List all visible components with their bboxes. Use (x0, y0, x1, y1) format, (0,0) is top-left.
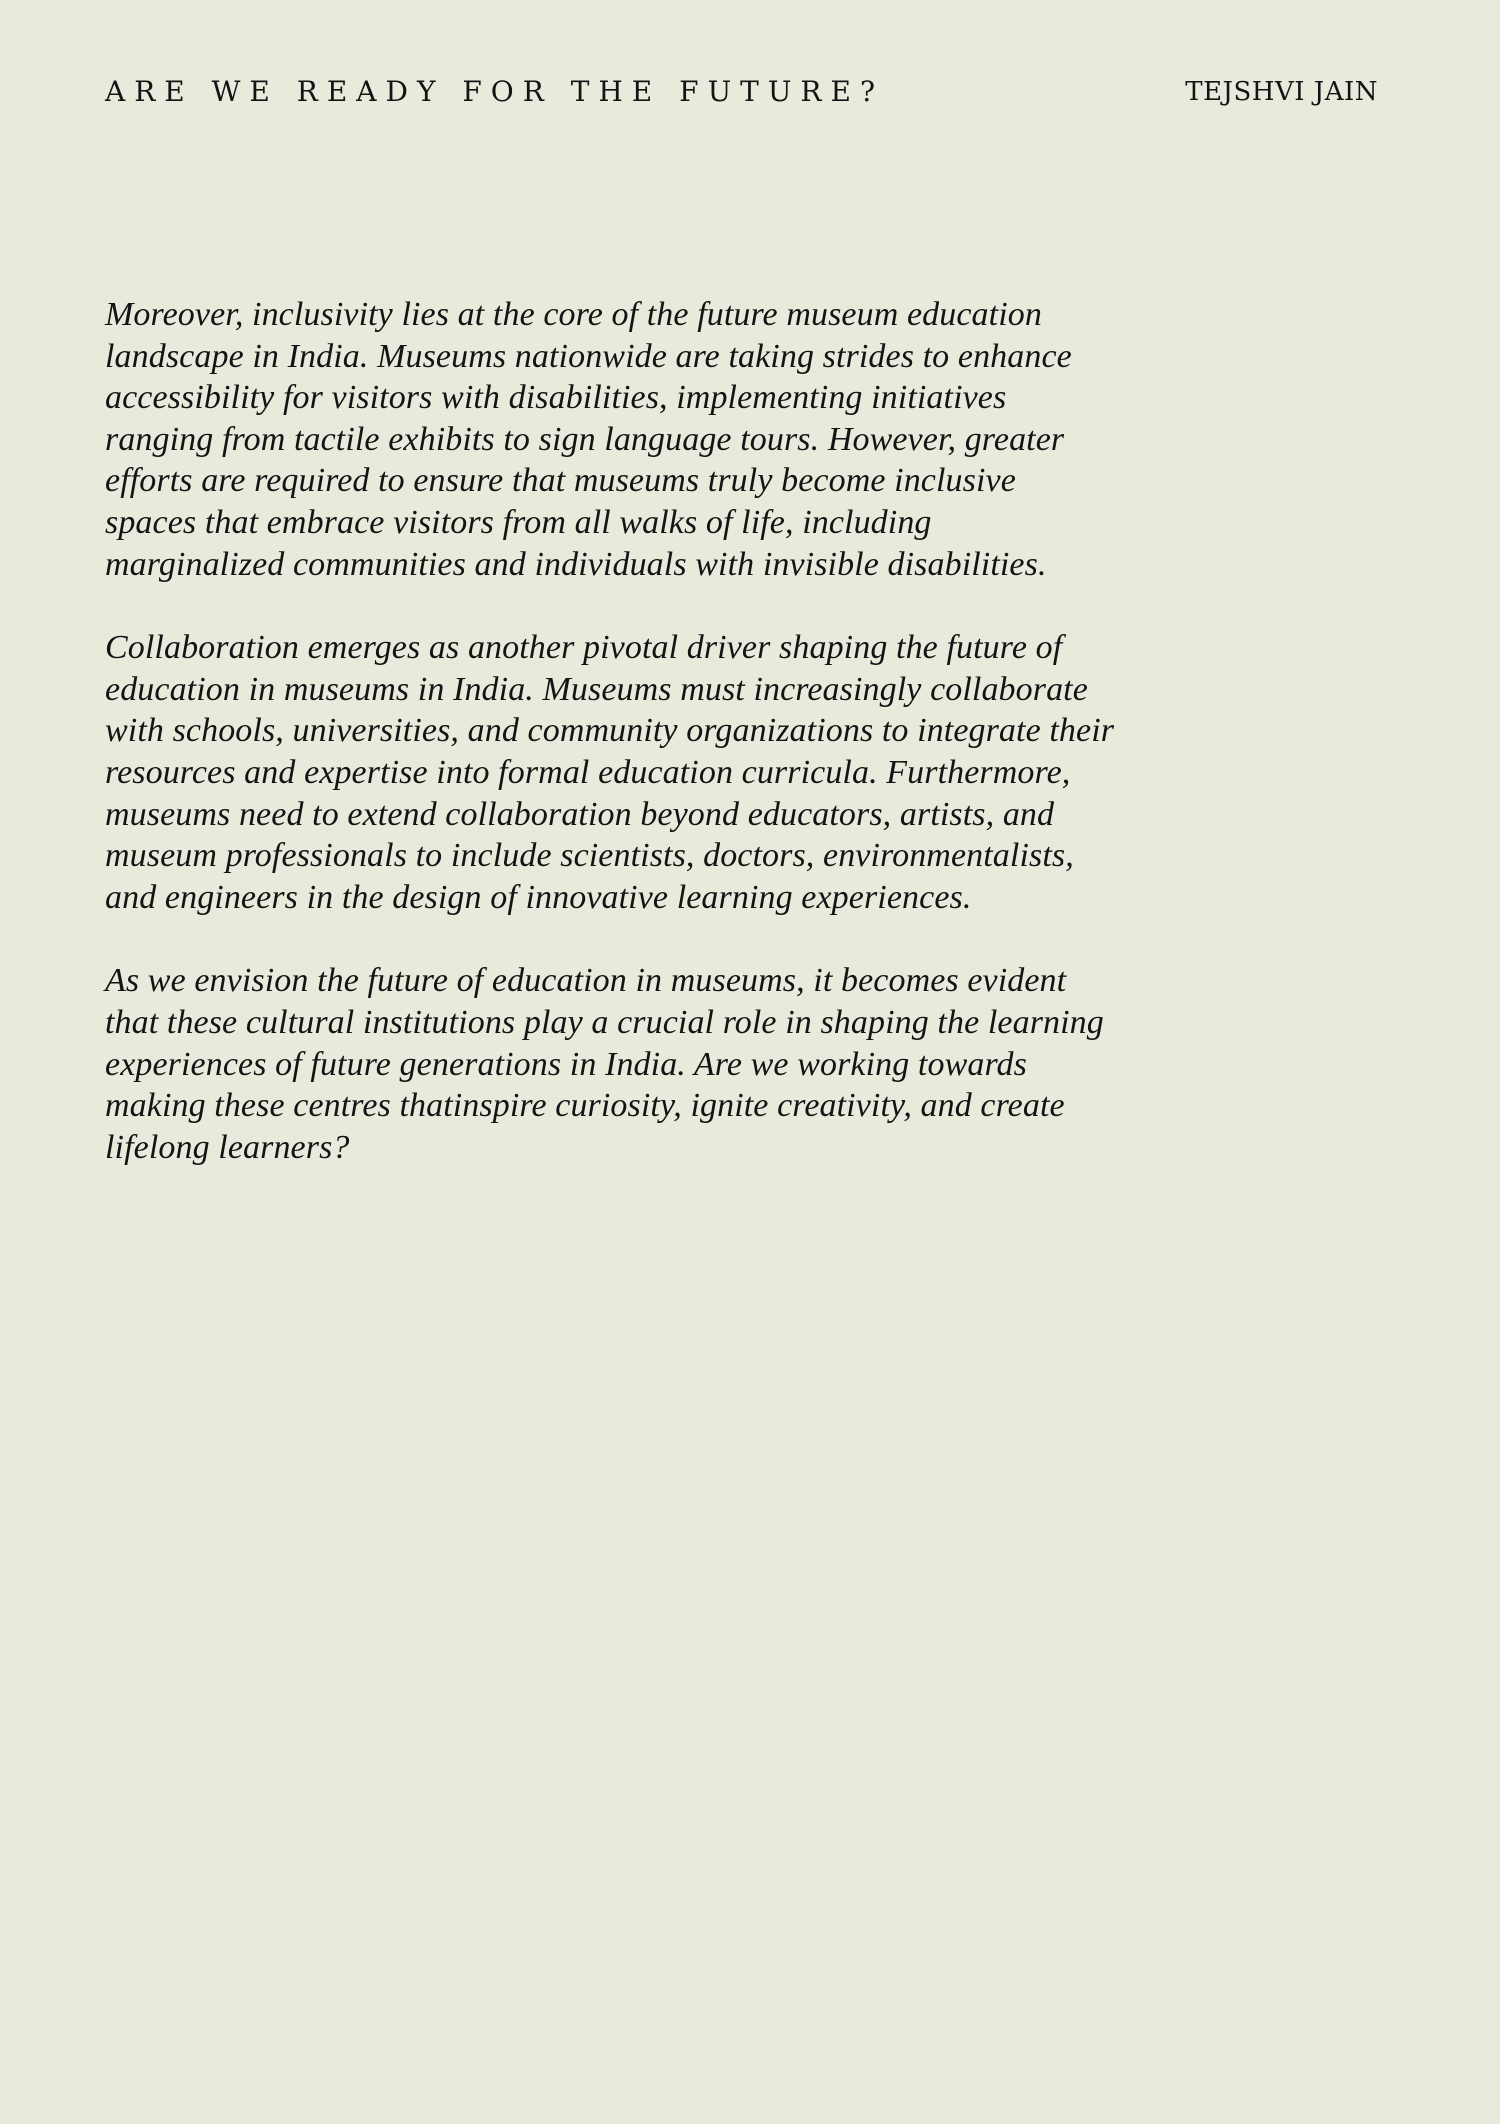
paragraph-inclusivity: Moreover, inclusivity lies at the core of the future museum education landscape in India. Museums nationwide are taking strides to enhance accessibility for visitors with disabilities, implementing initiatives ranging from tactile exhibits to sign language tours. However, greater efforts are required to ensure that museums truly become inclusive spaces that embrace visitors from all walks of life, including marginalized communities and individuals with invisible disabilities. (105, 296, 1072, 583)
running-head-author: TEJSHVI JAIN (1185, 77, 1378, 107)
paragraph-collaboration: Collaboration emerges as another pivotal driver shaping the future of education in museums in India. Museums must increasingly collaborate with schools, universities, and community organizations to integrate their resources and expertise into formal education curricula. Furthermore, museums need to extend collaboration beyond educators, artists, and museum professionals to include scientists, doctors, environmentalists, and engineers in the design of innovative learning experiences. (105, 629, 1115, 916)
running-head-title: ARE WE READY FOR THE FUTURE? (105, 75, 884, 108)
body-text (105, 294, 1115, 1210)
paragraph-conclusion: As we envision the future of education in museums, it becomes evident that these cultural institutions play a crucial role in shaping the learning experiences of future generations in India. Are we working towards making these centres thatinspire curiosity, ignite creativity, and create lifelong learners? (105, 962, 1104, 1166)
